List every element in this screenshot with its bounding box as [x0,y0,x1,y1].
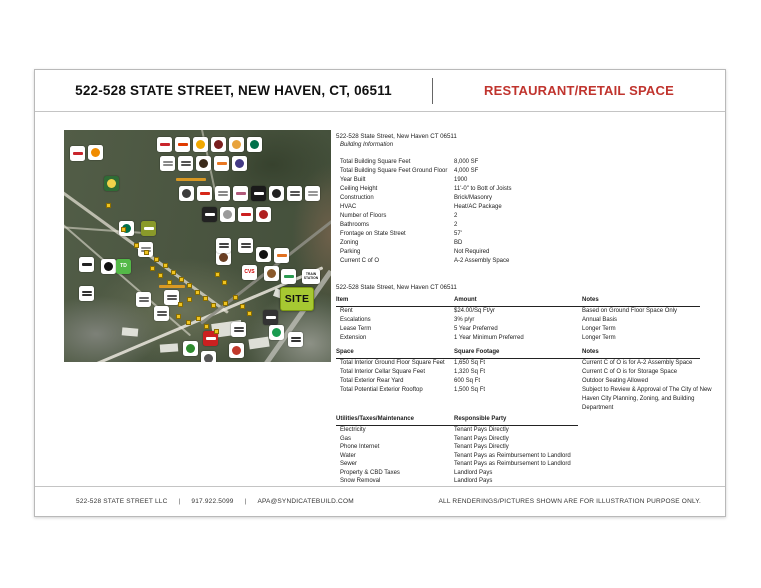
column-header: Square Footage [454,349,500,355]
cell: Electricity [340,427,366,433]
table-row [336,158,716,167]
retailer-logo-tile [216,238,231,253]
footer-separator: | [244,498,247,505]
cell: Outdoor Seating Allowed [582,378,649,384]
cell: Not Required [454,249,490,255]
retailer-logo-tile [232,156,247,171]
map-marker [150,266,155,271]
street-label-strip [159,285,185,288]
retailer-logo-tile [214,156,229,171]
cell: 1,320 Sq Ft [454,369,486,375]
logo-text-mark [236,192,246,195]
cell: Extension [340,335,367,341]
logo-text-mark [254,192,264,195]
table-row [336,426,716,435]
retailer-logo-tile [175,137,190,152]
building-info-subtitle: Building Information [340,142,394,148]
logo-text-mark [266,316,276,319]
cell: Annual Basis [582,317,618,323]
column-header: Responsible Party [454,416,507,422]
aerial-map [64,130,331,362]
table-row [336,176,716,185]
logo-text-mark [82,291,92,296]
retailer-logo-tile [79,257,94,272]
table-row [336,386,716,413]
table-row [336,377,716,386]
table-row [336,334,716,343]
retailer-logo-tile: TRAIN STATION [302,269,320,284]
table-row [336,248,716,257]
logo-text-mark [218,191,228,196]
space-table [336,359,716,413]
logo-mark-icon [91,148,100,157]
logo-mark-icon [104,262,113,271]
retailer-logo-tile [231,322,246,337]
cell: 1 Year Minimum Preferred [454,335,524,341]
retailer-logo-tile [160,156,175,171]
logo-mark-icon [182,189,191,198]
table-row [336,167,716,176]
map-marker [187,297,192,302]
cell: BD [454,240,463,246]
cell: Heat/AC Package [454,204,502,210]
map-marker [240,304,245,309]
retailer-logo-tile [238,238,253,253]
cell: Longer Term [582,335,616,341]
map-marker [223,301,228,306]
cell: Landlord Pays [454,469,493,476]
cell: 11'-0" to Bott of Joists [454,186,512,192]
cell: Snow Removal [340,478,381,484]
logo-mark-icon [107,179,116,188]
cell: Year Built [340,177,366,183]
cell: Sewer [340,461,358,467]
cell: Phone Internet [340,444,380,450]
footer-disclaimer: ALL RENDERINGS/PICTURES SHOWN ARE FOR ILLUSTRATION PURPOSE ONLY. [438,498,701,505]
column-header: Item [336,297,349,303]
header [35,70,725,112]
map-marker [203,296,208,301]
retailer-logo-tile [141,221,156,236]
retailer-logo-tile [101,259,116,274]
retailer-logo-tile [256,207,271,222]
logo-text-mark [160,143,170,146]
table-row [336,443,716,452]
retailer-logo-tile [229,343,244,358]
map-marker [196,316,201,321]
cell: Total Potential Exterior Rooftop [340,387,423,393]
table-row [336,203,716,212]
logo-text-mark [308,191,318,196]
cell: 3% p/yr [454,317,475,323]
column-header: Space [336,349,354,355]
table-row [336,325,716,334]
cell: Construction [340,195,374,201]
table-row [336,212,716,221]
building-info-table [336,158,716,266]
lease-table [336,307,716,343]
page-title: 522-528 STATE STREET, NEW HAVEN, CT, 06511 [75,83,392,98]
table-row [336,452,716,461]
map-marker [134,243,139,248]
logo-mark-icon [259,210,268,219]
cell: 2 [454,213,458,219]
cell: 1900 [454,177,468,183]
cell: Gas [340,435,352,442]
cell: 1,650 Sq Ft [454,360,486,366]
page-subtitle: RESTAURANT/RETAIL SPACE [484,83,674,98]
retailer-logo-tile [287,186,302,201]
retailer-logo-tile [70,146,85,161]
retailer-logo-tile: CVS [242,265,257,280]
logo-text-mark [144,227,154,230]
cell: Tenant Pays Directly [454,427,509,433]
street-label-strip [176,178,206,181]
map-marker [187,283,192,288]
map-marker [167,280,172,285]
retailer-logo-tile [79,286,94,301]
cell: Tenant Pays Directly [454,444,509,450]
cell: Total Interior Ground Floor Square Feet [340,360,445,366]
retailer-logo-tile [157,137,172,152]
map-marker [215,272,220,277]
cell: Brick/Masonry [454,195,493,201]
table-row [336,230,716,239]
cell: Rent [340,308,353,314]
cell: 600 Sq Ft [454,378,481,384]
retailer-logo-tile [269,186,284,201]
retailer-logo-tile [229,137,244,152]
logo-text-mark [277,254,287,257]
logo-text-mark [205,213,215,216]
column-header: Utilities/Taxes/Maintenance [336,416,414,422]
logo-text-mark [241,243,251,248]
retailer-logo-tile [251,186,266,201]
cell: Tenant Pays as Reimbursement to Landlord [454,461,571,467]
utilities-table-header [336,415,578,426]
table-row [336,257,716,266]
building-footprint [160,343,179,352]
map-marker [106,203,111,208]
map-marker [179,277,184,282]
cell: $24.00/Sq Ft/yr [454,308,496,314]
logo-text-mark [181,161,191,166]
retailer-logo-tile [256,247,271,262]
retailer-logo-tile [263,310,278,325]
cell: Subject to Review & Approval of The City of New Haven City Planning, Zoning, and Building Department [582,387,712,411]
logo-text-mark [217,162,227,165]
retailer-logo-tile [183,341,198,356]
retailer-logo-tile [154,306,169,321]
retailer-logo-tile [88,145,103,160]
cell: 57' [454,231,462,237]
map-marker [154,257,159,262]
cell: Zoning [340,240,359,246]
retailer-logo-tile [305,186,320,201]
cell: Bathrooms [340,222,370,228]
logo-mark-icon [223,210,232,219]
logo-mark-icon [199,159,208,168]
cell: Based on Ground Floor Space Only [582,308,678,314]
cell: Tenant Pays Directly [454,435,509,442]
cell: Ceiling Height [340,186,378,192]
table-row [336,316,716,325]
cell: Longer Term [582,326,616,332]
table-row [336,221,716,230]
cell: Number of Floors [340,213,387,219]
retailer-logo-tile [220,207,235,222]
logo-text-mark [206,337,216,340]
logo-text-mark [163,161,173,166]
logo-text-mark [200,192,210,195]
logo-text-mark [73,152,83,155]
footer-email[interactable]: APA@SYNDICATEBUILD.COM [257,498,354,505]
table-row [336,359,716,368]
cell: Current C of O is for Storage Space [582,369,678,375]
table-row [336,460,716,469]
retailer-logo-tile [247,137,262,152]
table-row [336,477,716,486]
logo-text-mark [284,275,294,278]
logo-mark-icon [272,328,281,337]
footer-phone[interactable]: 917.922.5099 [191,498,234,505]
map-marker [204,324,209,329]
retailer-logo-tile [211,137,226,152]
logo-text-mark [178,143,188,146]
retailer-logo-tile [193,137,208,152]
logo-mark-icon [259,250,268,259]
retailer-logo-tile [274,248,289,263]
cell: Total Building Square Feet Ground Floor [340,168,448,174]
logo-text-mark [82,263,92,266]
retailer-logo-tile [201,351,216,362]
retailer-logo-tile [164,290,179,305]
logo-mark-icon [267,269,276,278]
building-footprint [248,337,269,350]
table-row [336,469,716,478]
map-marker [178,302,183,307]
map-marker [233,295,238,300]
cell: Total Interior Cellar Square Feet [340,369,426,375]
retailer-logo-tile [197,186,212,201]
logo-text-mark [290,191,300,196]
logo-text-mark [157,311,167,316]
retailer-logo-tile [238,207,253,222]
retailer-logo-tile [233,186,248,201]
map-marker [163,263,168,268]
building-info-title: 522-528 State Street, New Haven CT 06511 [336,133,457,140]
cell: 2 [454,222,458,228]
logo-mark-icon [196,140,205,149]
cell: Water [340,452,356,459]
map-marker [144,250,149,255]
column-header: Amount [454,297,477,303]
column-header: Notes [582,297,599,303]
cell: Frontage on State Street [340,231,406,237]
table-row [336,239,716,248]
cell: Parking [340,249,361,255]
logo-text-mark [219,243,229,248]
logo-mark-icon [235,159,244,168]
building-footprint [122,327,139,336]
logo-mark-icon [186,344,195,353]
logo-text-mark [167,295,177,300]
space-table-header [336,348,700,359]
retailer-logo-tile [288,332,303,347]
table-row [336,368,716,377]
cell: 8,000 SF [454,159,479,165]
map-marker [247,311,252,316]
site-badge: SITE [280,287,314,311]
logo-mark-icon [214,140,223,149]
retailer-logo-tile [281,269,296,284]
lease-title: 522-528 State Street, New Haven CT 06511 [336,284,457,291]
retailer-logo-tile [104,176,119,191]
logo-text-mark [139,297,149,302]
map-marker [222,280,227,285]
cell: HVAC [340,204,357,210]
info-panel [336,132,716,486]
cell: 4,000 SF [454,168,479,174]
logo-text-mark [291,337,301,342]
retailer-logo-tile [179,186,194,201]
cell: A-2 Assembly Space [454,258,510,264]
logo-mark-icon [232,346,241,355]
logo-mark-icon [219,253,228,262]
retailer-logo-tile [215,186,230,201]
map-marker [176,314,181,319]
map-marker [158,273,163,278]
cell: 1,500 Sq Ft [454,387,486,393]
cell: Tenant Pays as Reimbursement to Landlord [454,452,571,459]
cell: Landlord Pays [454,478,493,484]
cell: Total Exterior Rear Yard [340,378,404,384]
map-marker [195,290,200,295]
flyer-page [34,69,726,517]
map-marker [211,303,216,308]
footer [35,486,725,516]
road-line [64,226,149,234]
logo-mark-icon [272,189,281,198]
retailer-logo-tile [136,292,151,307]
cell: Escalations [340,317,371,323]
retailer-logo-tile [178,156,193,171]
retailer-logo-tile [202,207,217,222]
map-marker [171,270,176,275]
map-marker [186,320,191,325]
utilities-table [336,426,716,486]
footer-company: 522-528 STATE STREET LLC [76,498,168,505]
table-row [336,194,716,203]
footer-separator: | [178,498,181,505]
retailer-logo-tile: TD [116,259,131,274]
logo-text-mark [241,213,251,216]
table-row [336,435,716,444]
retailer-logo-tile [264,266,279,281]
cell: Lease Term [340,326,372,332]
table-row [336,185,716,194]
logo-mark-icon [204,354,213,362]
cell: Current C of O [340,258,380,264]
cell: Total Building Square Feet [340,159,411,165]
retailer-logo-tile [269,325,284,340]
map-marker [121,227,126,232]
logo-text-mark [234,327,244,332]
retailer-logo-tile [196,156,211,171]
cell: Property & CBD Taxes [340,469,400,476]
map-marker [214,329,219,334]
cell: 5 Year Preferred [454,326,498,332]
logo-mark-icon [232,140,241,149]
cell: Current C of O is for A-2 Assembly Space [582,360,693,366]
column-header: Notes [582,349,599,355]
lease-table-header [336,296,700,307]
table-row [336,307,716,316]
logo-mark-icon [250,140,259,149]
